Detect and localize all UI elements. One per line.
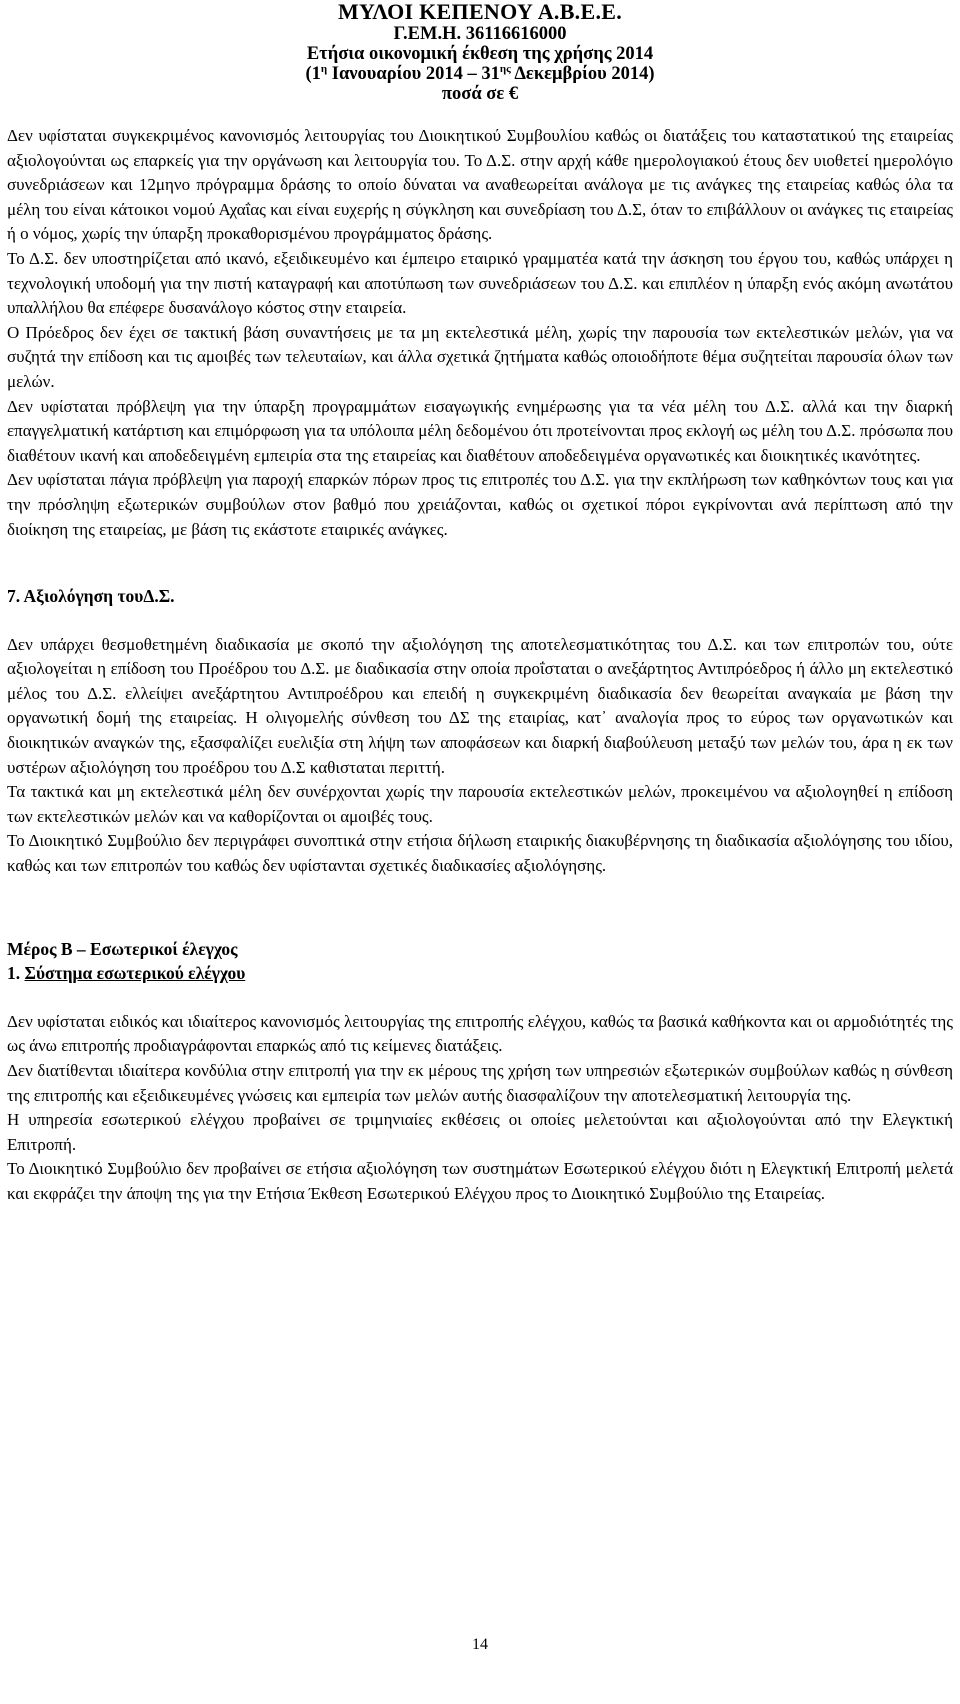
currency-note: ποσά σε € bbox=[441, 84, 519, 104]
part-b-subheading bbox=[7, 961, 953, 986]
section-7-heading bbox=[7, 584, 953, 609]
paragraph-committee-resources: Δεν υφίσταται πάγια πρόβλεψη για παροχή επαρκών πόρων προς τις επιτροπές του Δ.Σ. για την εκπλήρωση των καθηκόντων τους και για την πρόσληψη εξωτερικών συμβούλων στον βαθμό που χρειάζονται, καθώς οι σχετικοί πόροι εγκρίνονται ανά περίπτωση από την διοίκηση της εταιρείας, με βάση τις εκάστοτε εταιρικές ανάγκες. bbox=[7, 470, 953, 539]
part-b-paragraph-board-evaluation: Το Διοικητικό Συμβούλιο δεν προβαίνει σε ετήσια αξιολόγηση των συστημάτων Εσωτερικού ελέγχου διότι η Ελεγκτική Επιτροπή μελετά και εκφράζει την άποψη της για την Ετήσια Έκθεση Εσωτερικού Ελέγχου προς το Διοικητικό Συμβούλιο της Εταιρείας. bbox=[7, 1159, 953, 1203]
section-7-paragraph-evaluation: Δεν υπάρχει θεσμοθετημένη διαδικασία με σκοπό την αξιολόγηση της αποτελεσματικότητας του Δ.Σ. και των επιτροπών του, ούτε αξιολογείται η επίδοση του Προέδρου του Δ.Σ. με διαδικασία στην οποία προΐσταται ο ανεξάρτητος Αντιπρόεδρος ή άλλο μη εκτελεστικό μέλος του Δ.Σ. ελλείψει ανεξάρτητου Αντιπροέδρου και επειδή η συγκεκριμένη διαδικασία δεν θεωρείται αναγκαία με βάση την οργανωτική δομή της εταιρείας. Η ολιγομελής σύνθεση του ΔΣ της εταιρίας, κατ᾽ αναλογία προς το εύρος των οργανωτικών και διοικητικών αναγκών της, εξασφαλίζει ευελιξία στη λήψη των αποφάσεων και διαρκή διαβούλευση μεταξύ των μελών του, άρα η εκ των υστέρων αξιολόγηση του προέδρου του Δ.Σ καθισταται περιττή. bbox=[7, 634, 953, 777]
paragraph-board-rules: Δεν υφίσταται συγκεκριμένος κανονισμός λειτουργίας του Διοικητικού Συμβουλίου καθώς οι διατάξεις του καταστατικού της εταιρείας αξιολογούνται ως επαρκείς για την οργάνωση και λειτουργία του. Το Δ.Σ. στην αρχή κάθε ημερολογιακού έτους δεν υιοθετεί ημερολόγιο συνεδριάσεων και 12μηνο πρόγραμμα δράσης το οποίο δύναται να αναθεωρείται ανάλογα με τις ανάγκες της εταιρείας καθώς όλα τα μέλη του είναι κάτοικοι νομού Αχαΐας και είναι ευχερής η σύγκληση και συνεδρίαση του Δ.Σ, όταν το επιβάλλουν οι ανάγκες τις εταιρείας ή ο νόμος, χωρίς την ύπαρξη προκαθορισμένου προγράμματος δράσης. bbox=[7, 126, 953, 244]
paragraph-chairman-meetings: Ο Πρόεδρος δεν έχει σε τακτική βάση συναντήσεις με τα μη εκτελεστικά μέλη, χωρίς την παρουσία των εκτελεστικών μελών, για να συζητά την επίδοση και τις αμοιβές των τελευταίων, και άλλα σχετικά ζητήματα καθώς οποιοδήποτε θέμα συζητείται παρουσία όλων των μελών. bbox=[7, 322, 953, 391]
section-7-heading-tail: Δ.Σ. bbox=[143, 586, 175, 607]
part-b-subheading-text: Σύστημα εσωτερικού ελέγχου bbox=[24, 963, 246, 984]
period-sup-first: η bbox=[320, 63, 328, 75]
period-middle: Ιανουαρίου 2014 – 31 bbox=[327, 64, 500, 84]
section-7-paragraph-board-description: Το Διοικητικό Συμβούλιο δεν περιγράφει συνοπτικά στην ετήσια δήλωση εταιρικής διακυβέρνησης τη διαδικασία αξιολόγησης του ιδίου, καθώς και των επιτροπών του καθώς δεν υφίστανται σχετικές διαδικασίες αξιολόγησης. bbox=[7, 831, 953, 876]
page-number: 14 bbox=[472, 1636, 488, 1653]
section-7-paragraph-nonexecutive: Τα τακτικά και μη εκτελεστικά μέλη δεν συνέρχονται χωρίς την παρουσία εκτελεστικών μελών, προκειμένου να αξιολογηθεί η επίδοση των εκτελεστικών μελών και να καθορίζονται οι αμοιβές τους. bbox=[7, 782, 953, 826]
part-b-paragraph-internal-audit: Η υπηρεσία εσωτερικού ελέγχου προβαίνει σε τριμηνιαίες εκθέσεις οι οποίες μελετούνται και αξιολογούνται από την Ελεγκτική Επιτροπή. bbox=[7, 1110, 953, 1154]
part-b-heading: Μέρος Β – Εσωτερικοί έλεγχος bbox=[7, 938, 238, 959]
document-body bbox=[7, 124, 953, 1207]
part-b-paragraph-audit-rules: Δεν υφίσταται ειδικός και ιδιαίτερος κανονισμός λειτουργίας της επιτροπής ελέγχου, καθώς τα βασικά καθήκοντα και οι αρμοδιότητές της ως άνω επιτροπής προδιαγράφονται επαρκώς από τις κείμενες διατάξεις. bbox=[7, 1011, 953, 1056]
period-close: Δεκεμβρίου 2014) bbox=[510, 64, 655, 84]
report-header bbox=[0, 0, 960, 104]
report-title: Ετήσια οικονομική έκθεση της χρήσης 2014 bbox=[306, 44, 654, 64]
period-open: (1 bbox=[305, 64, 321, 84]
company-name: ΜΥΛΟΙ ΚΕΠΕΝΟΥ Α.Β.Ε.Ε. bbox=[337, 0, 623, 24]
part-b-subheading-number: 1. bbox=[7, 963, 25, 984]
period-sup-last: ης bbox=[499, 63, 511, 75]
section-7-heading-text: 7. Αξιολόγηση του bbox=[7, 586, 144, 607]
part-b-paragraph-budget: Δεν διατίθενται ιδιαίτερα κονδύλια στην επιτροπή για την εκ μέρους της χρήση των υπηρεσιών εξωτερικών συμβούλων καθώς η σύνθεση της επιτροπής και εξειδικευμένες γνώσεις και εμπειρία των μελών αυτής διασφαλίζουν την αποτελεσματική λειτουργία της. bbox=[7, 1061, 953, 1105]
paragraph-induction-programs: Δεν υφίσταται πρόβλεψη για την ύπαρξη προγραμμάτων εισαγωγικής ενημέρωσης για τα νέα μέλη του Δ.Σ. αλλά και την διαρκή επαγγελματική κατάρτιση και επιμόρφωση για τα υπόλοιπα μέλη δεδομένου ότι προτείνονται προς εκλογή ως μέλη του Δ.Σ. πρόσωπα που διαθέτουν ικανή και αποδεδειγμένη εμπειρία στα της εταιρείας και διαθέτουν αποδεδειγμένα οργανωτικές και διοικητικές ικανότητες. bbox=[7, 396, 953, 465]
paragraph-secretary: Το Δ.Σ. δεν υποστηρίζεται από ικανό, εξειδικευμένο και έμπειρο εταιρικό γραμματέα κατά την άσκηση του έργου του, καθώς υπάρχει η τεχνολογική υποδομή για την πιστή καταγραφή και αποτύπωση των συνεδριάσεων του Δ.Σ. και επιπλέον η ύπαρξη ενός ακόμη ανωτάτου υπαλλήλου θα επέφερε δυσανάλογο κόστος στην εταιρεία. bbox=[7, 248, 953, 318]
report-period bbox=[0, 64, 960, 84]
company-registry-number: Γ.ΕΜ.Η. 36116616000 bbox=[393, 24, 567, 44]
